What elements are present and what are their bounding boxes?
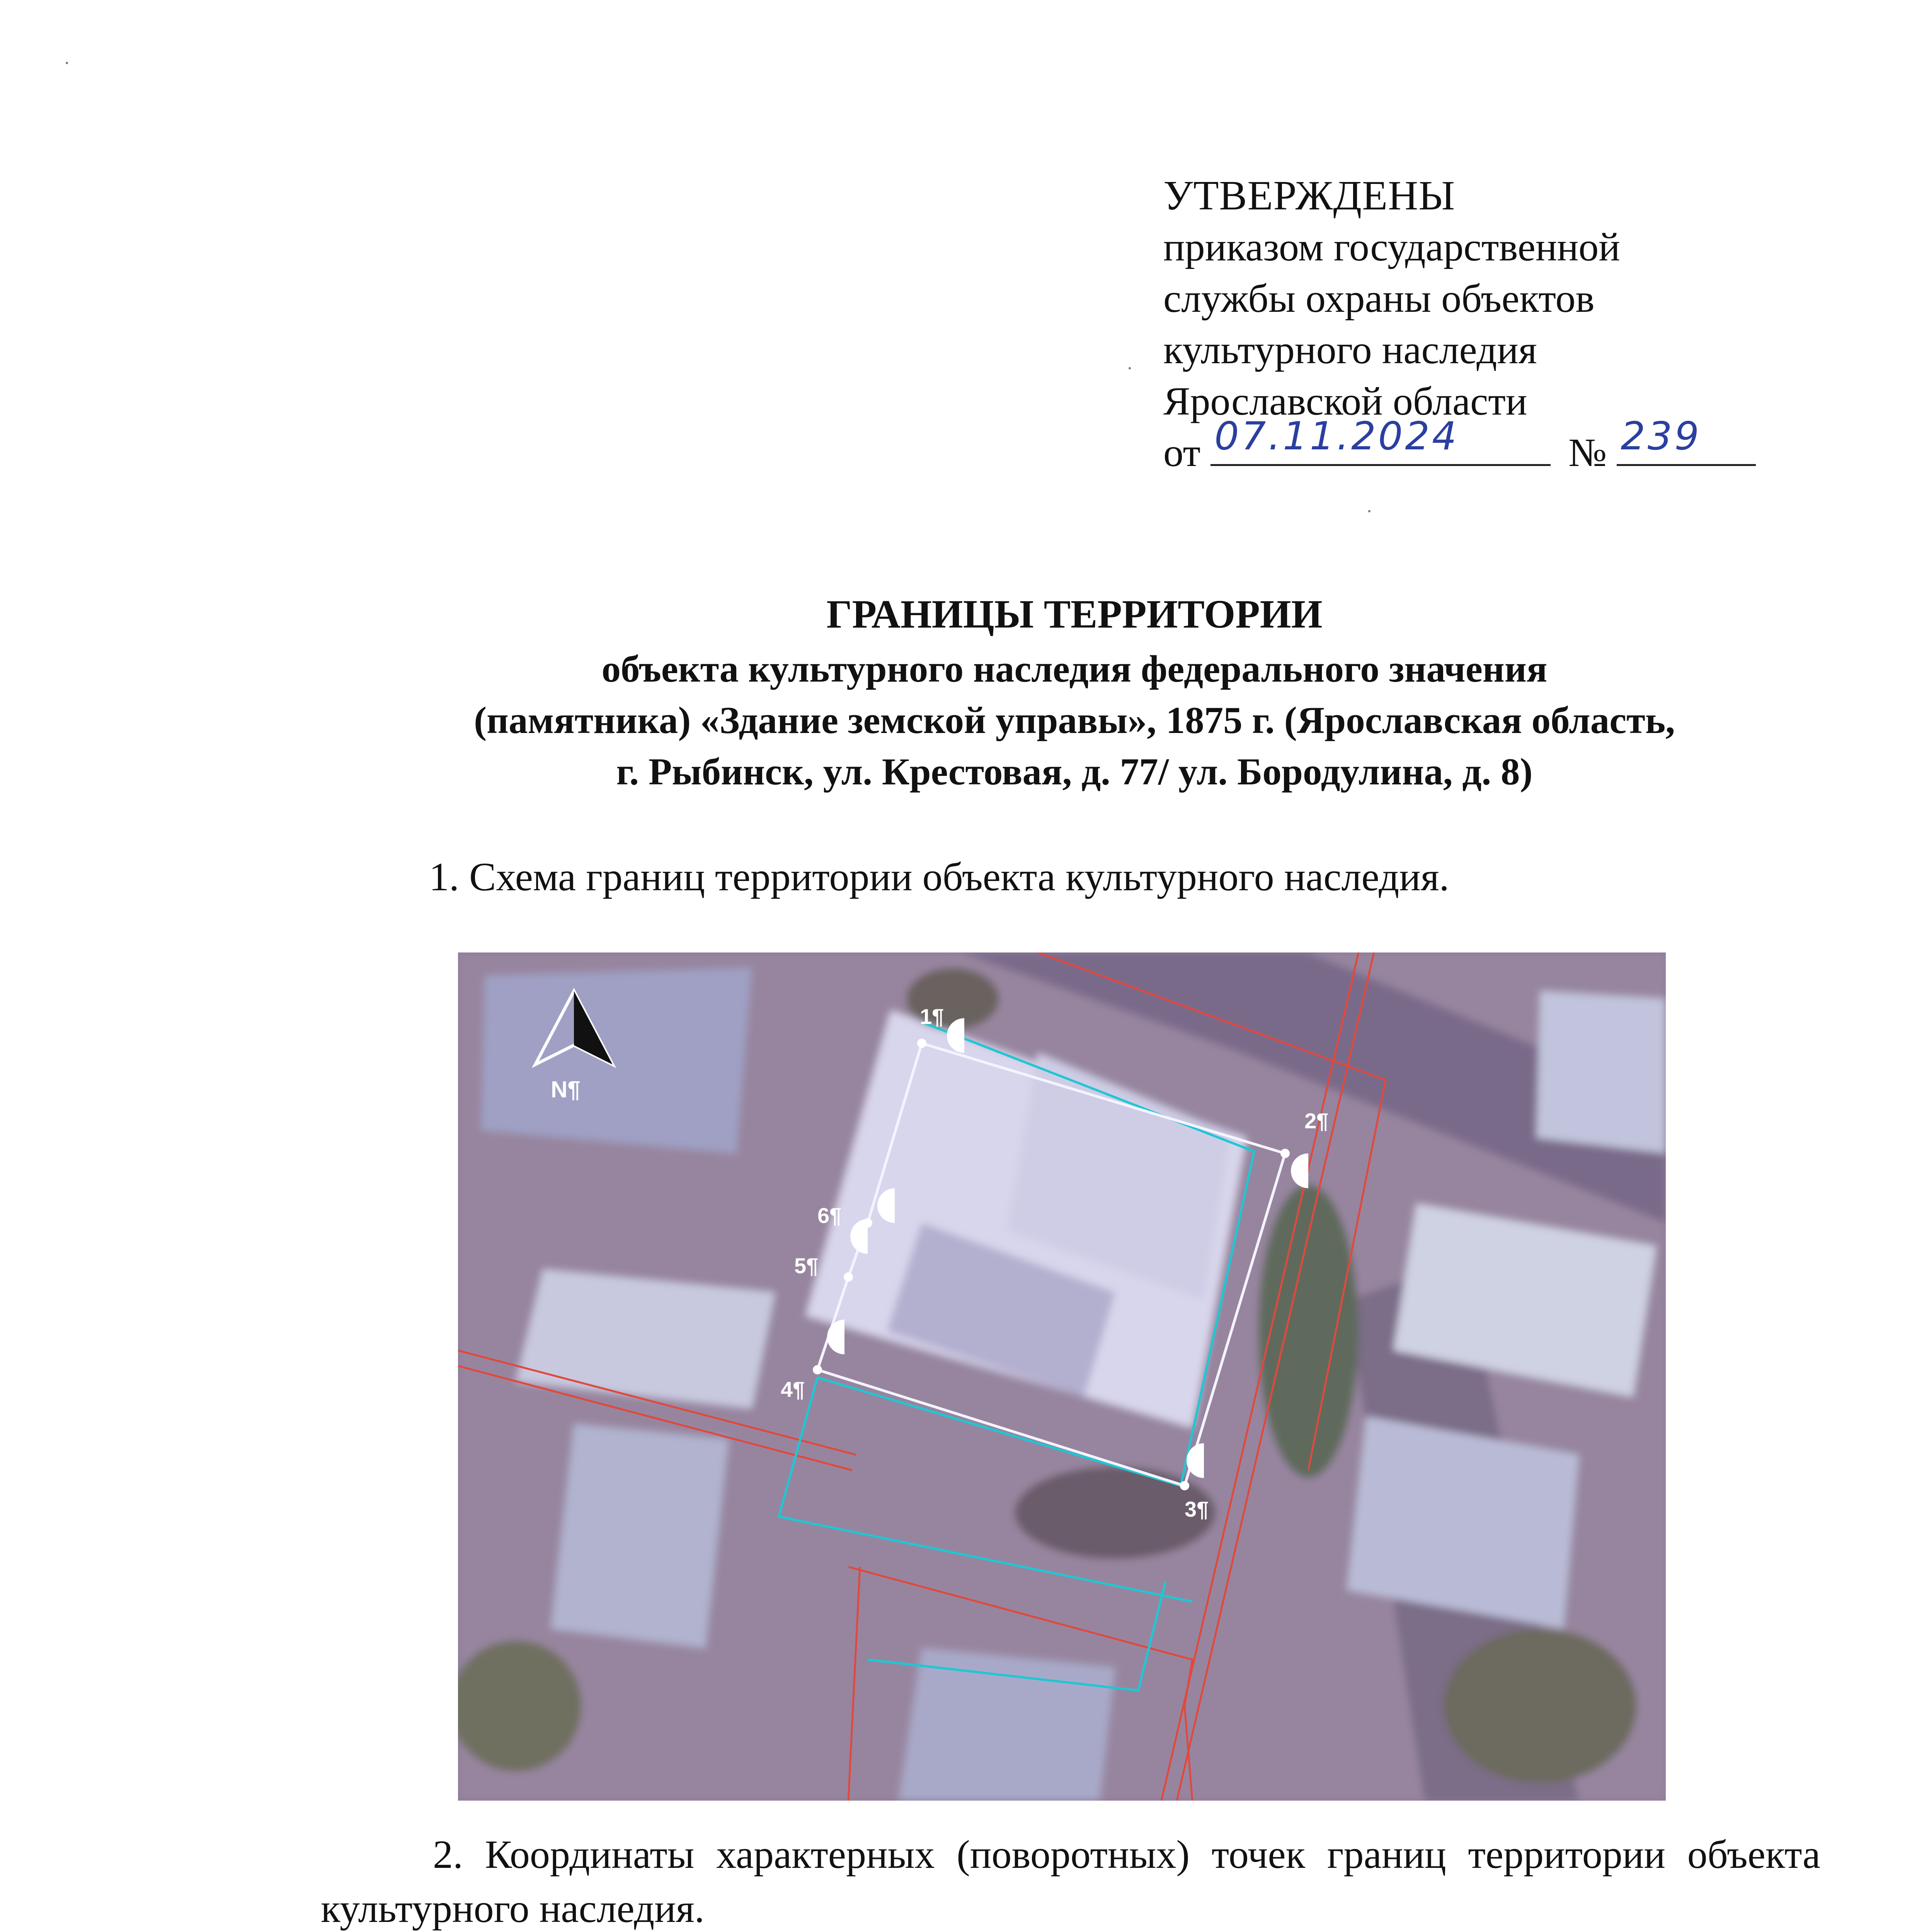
handwritten-date: 07.11.2024 — [1214, 413, 1459, 459]
point-label-6: 6¶ — [817, 1203, 842, 1228]
north-label: N¶ — [551, 1077, 581, 1102]
document-title: ГРАНИЦЫ ТЕРРИТОРИИ — [826, 592, 1323, 636]
point-label-5: 5¶ — [794, 1253, 819, 1278]
subtitle-line: объекта культурного наследия федерального значения — [601, 648, 1548, 690]
handwritten-number: 239 — [1621, 413, 1702, 459]
subtitle-line: г. Рыбинск, ул. Крестовая, д. 77/ ул. Бородулина, д. 8) — [616, 751, 1533, 793]
subtitle-line: (памятника) «Здание земской управы», 1875 г. (Ярославская область, — [474, 699, 1675, 742]
point-label-2: 2¶ — [1304, 1109, 1329, 1133]
boundary-point-4 — [813, 1365, 822, 1374]
scan-speck — [66, 62, 68, 64]
number-prefix: № — [1568, 430, 1607, 475]
point-label-3: 3¶ — [1185, 1497, 1209, 1521]
boundary-point-5 — [844, 1272, 853, 1282]
approval-title: УТВЕРЖДЕНЫ — [1163, 173, 1456, 219]
section-2-heading: 2. Координаты характерных (поворотных) точек границ территории объекта культурного наследия. — [321, 1832, 1820, 1931]
approval-line: приказом государственной — [1163, 225, 1620, 269]
boundary-point-3 — [1180, 1481, 1189, 1490]
section-1-heading: 1. Схема границ территории объекта культурного наследия. — [429, 855, 1449, 899]
scan-speck — [1129, 367, 1131, 369]
point-label-1: 1¶ — [920, 1004, 944, 1029]
date-prefix: от — [1163, 430, 1201, 475]
scan-speck — [1368, 510, 1371, 512]
number-field — [1617, 413, 1756, 466]
approval-line: службы охраны объектов — [1163, 276, 1595, 321]
approval-block — [1163, 170, 1801, 478]
boundary-point-1 — [917, 1039, 926, 1048]
boundary-point-2 — [1280, 1149, 1290, 1158]
approval-line: Ярославской области — [1163, 379, 1527, 423]
approval-line: культурного наследия — [1163, 328, 1537, 372]
approval-date-line — [1163, 413, 1801, 478]
date-field — [1210, 413, 1551, 466]
aerial-photo — [458, 952, 1666, 1801]
point-label-4: 4¶ — [781, 1377, 805, 1401]
boundary-scheme-map — [458, 952, 1666, 1801]
document-subtitle — [325, 643, 1824, 798]
